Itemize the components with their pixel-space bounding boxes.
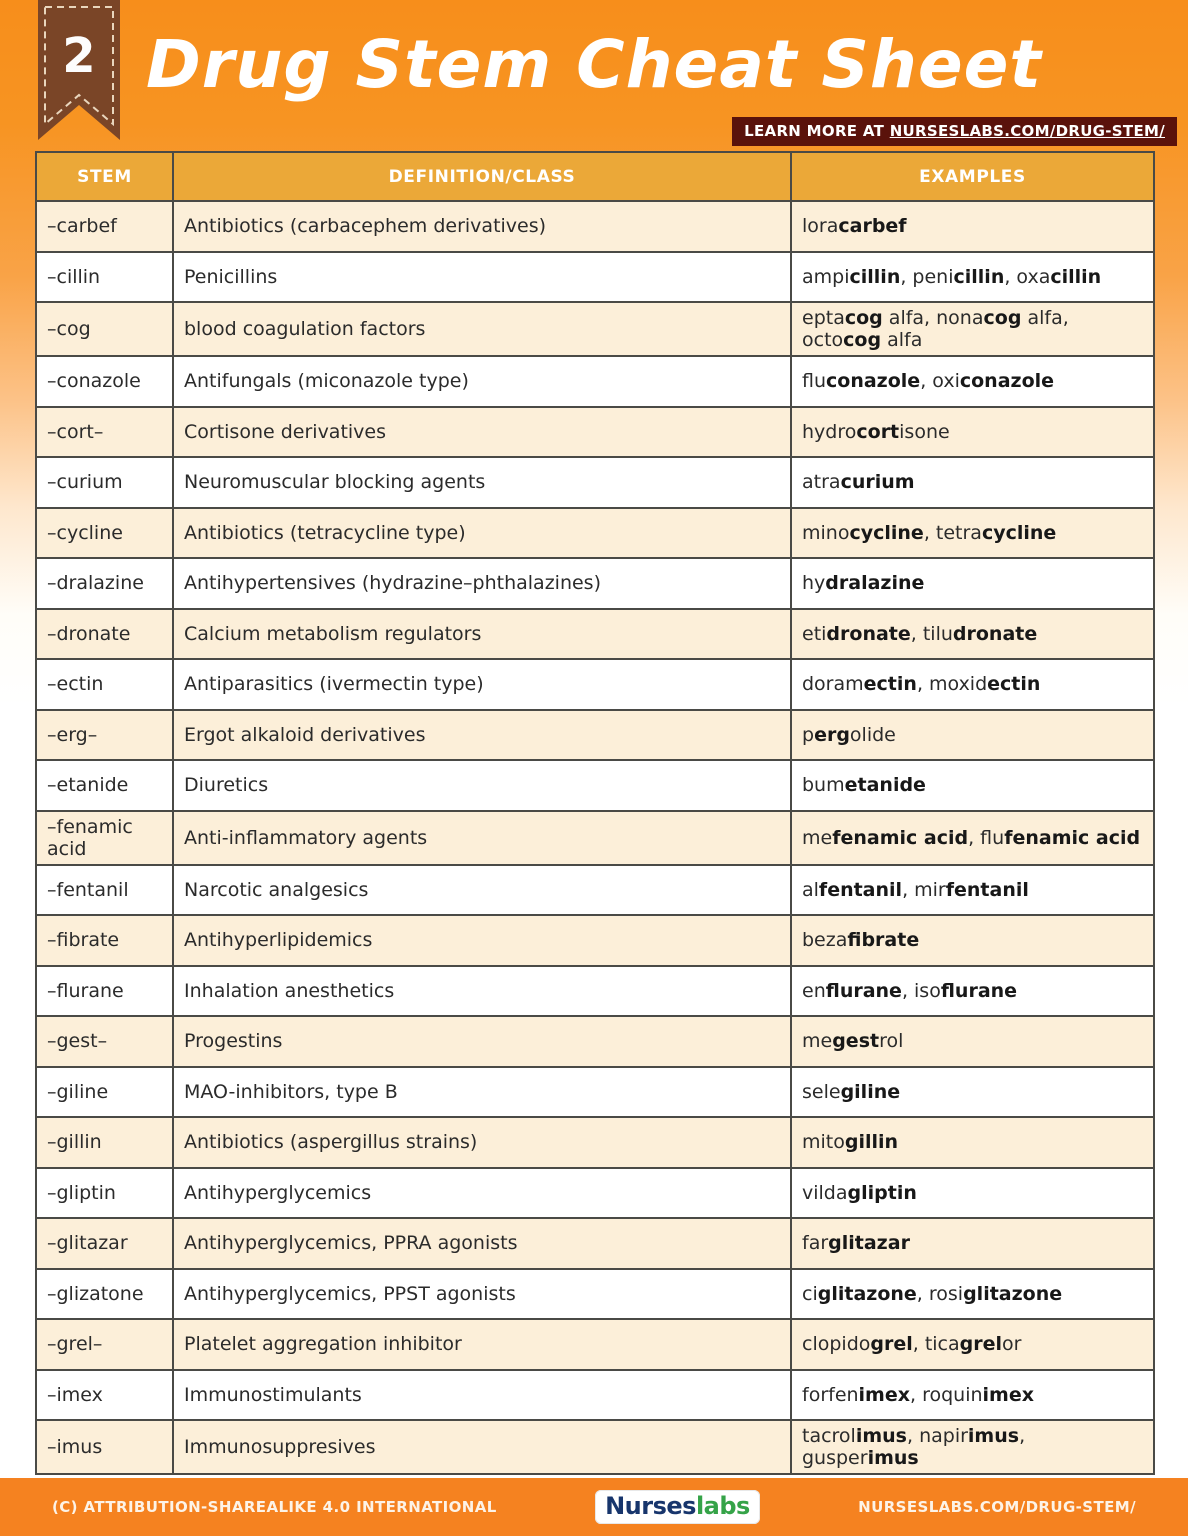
stem-cell: –ectin [36, 659, 173, 710]
definition-cell: Anti-inflammatory agents [173, 811, 791, 865]
stem-cell: –glizatone [36, 1269, 173, 1320]
examples-cell: loracarbef [791, 201, 1154, 252]
table-row [36, 865, 1154, 916]
logo-part-labs: labs [695, 1492, 750, 1520]
stem-cell: –dronate [36, 609, 173, 660]
examples-cell: vildagliptin [791, 1168, 1154, 1219]
examples-cell: pergolide [791, 710, 1154, 761]
examples-cell: alfentanil, mirfentanil [791, 865, 1154, 916]
definition-cell: Progestins [173, 1016, 791, 1067]
definition-cell: Antibiotics (tetracycline type) [173, 508, 791, 559]
stem-cell: –gliptin [36, 1168, 173, 1219]
examples-cell: bumetanide [791, 760, 1154, 811]
nurseslabs-logo [595, 1490, 760, 1524]
stem-cell: –conazole [36, 356, 173, 407]
table-row [36, 558, 1154, 609]
stem-cell: –carbef [36, 201, 173, 252]
table-row [36, 407, 1154, 458]
table-row [36, 252, 1154, 303]
stem-cell: –imex [36, 1370, 173, 1421]
table-header-row [36, 152, 1154, 201]
column-header-definition: DEFINITION/CLASS [173, 152, 791, 201]
column-header-stem: STEM [36, 152, 173, 201]
examples-cell: hydralazine [791, 558, 1154, 609]
stem-cell: –erg– [36, 710, 173, 761]
definition-cell: Penicillins [173, 252, 791, 303]
table-row [36, 356, 1154, 407]
stem-cell: –cog [36, 302, 173, 356]
examples-cell: etidronate, tiludronate [791, 609, 1154, 660]
definition-cell: Narcotic analgesics [173, 865, 791, 916]
stem-cell: –gest– [36, 1016, 173, 1067]
definition-cell: Neuromuscular blocking agents [173, 457, 791, 508]
definition-cell: Antihyperglycemics [173, 1168, 791, 1219]
drug-stem-table [35, 151, 1153, 1475]
definition-cell: Cortisone derivatives [173, 407, 791, 458]
table-row [36, 966, 1154, 1017]
table-row [36, 1420, 1154, 1474]
examples-cell: megestrol [791, 1016, 1154, 1067]
stem-cell: –giline [36, 1067, 173, 1118]
table-row [36, 1370, 1154, 1421]
table-row [36, 508, 1154, 559]
definition-cell: Antibiotics (aspergillus strains) [173, 1117, 791, 1168]
definition-cell: Antihyperlipidemics [173, 915, 791, 966]
examples-cell: minocycline, tetracycline [791, 508, 1154, 559]
table-row [36, 609, 1154, 660]
definition-cell: Antibiotics (carbacephem derivatives) [173, 201, 791, 252]
examples-cell: hydrocortisone [791, 407, 1154, 458]
definition-cell: Immunostimulants [173, 1370, 791, 1421]
footer-url[interactable]: NURSESLABS.COM/DRUG-STEM/ [858, 1498, 1136, 1516]
definition-cell: Ergot alkaloid derivatives [173, 710, 791, 761]
table-row [36, 1218, 1154, 1269]
stem-cell: –cycline [36, 508, 173, 559]
definition-cell: Antiparasitics (ivermectin type) [173, 659, 791, 710]
stem-cell: –grel– [36, 1319, 173, 1370]
page-title: Drug Stem Cheat Sheet [146, 26, 1042, 103]
stem-cell: –fentanil [36, 865, 173, 916]
definition-cell: Platelet aggregation inhibitor [173, 1319, 791, 1370]
footer-bar [0, 1478, 1188, 1536]
definition-cell: Immunosuppresives [173, 1420, 791, 1474]
examples-cell: mitogillin [791, 1117, 1154, 1168]
definition-cell: Diuretics [173, 760, 791, 811]
license-text: (C) ATTRIBUTION-SHAREALIKE 4.0 INTERNATIONAL [52, 1498, 497, 1516]
examples-cell: enflurane, isoflurane [791, 966, 1154, 1017]
page-number: 2 [62, 28, 96, 84]
table-row [36, 760, 1154, 811]
stem-cell: –etanide [36, 760, 173, 811]
examples-cell: selegiline [791, 1067, 1154, 1118]
definition-cell: blood coagulation factors [173, 302, 791, 356]
stem-cell: –imus [36, 1420, 173, 1474]
definition-cell: Antifungals (miconazole type) [173, 356, 791, 407]
table-row [36, 1067, 1154, 1118]
examples-cell: fluconazole, oxiconazole [791, 356, 1154, 407]
table-row [36, 811, 1154, 865]
examples-cell: eptacog alfa, nonacog alfa, octocog alfa [791, 302, 1154, 356]
definition-cell: MAO-inhibitors, type B [173, 1067, 791, 1118]
stem-cell: –fenamic acid [36, 811, 173, 865]
examples-cell: ampicillin, penicillin, oxacillin [791, 252, 1154, 303]
examples-cell: ciglitazone, rosiglitazone [791, 1269, 1154, 1320]
examples-cell: mefenamic acid, flufenamic acid [791, 811, 1154, 865]
stem-cell: –cort– [36, 407, 173, 458]
table-row [36, 1016, 1154, 1067]
table-row [36, 457, 1154, 508]
table-row [36, 1117, 1154, 1168]
examples-cell: forfenimex, roquinimex [791, 1370, 1154, 1421]
stem-cell: –fibrate [36, 915, 173, 966]
table-row [36, 915, 1154, 966]
column-header-examples: EXAMPLES [791, 152, 1154, 201]
definition-cell: Antihyperglycemics, PPRA agonists [173, 1218, 791, 1269]
table-row [36, 302, 1154, 356]
table-row [36, 1269, 1154, 1320]
stem-cell: –cillin [36, 252, 173, 303]
table-row [36, 1319, 1154, 1370]
learn-more-prefix: LEARN MORE AT [744, 122, 890, 140]
definition-cell: Antihypertensives (hydrazine–phthalazines) [173, 558, 791, 609]
learn-more-banner [732, 117, 1177, 146]
stem-cell: –dralazine [36, 558, 173, 609]
learn-more-link[interactable]: NURSESLABS.COM/DRUG-STEM/ [889, 122, 1165, 140]
examples-cell: atracurium [791, 457, 1154, 508]
definition-cell: Calcium metabolism regulators [173, 609, 791, 660]
table-row [36, 201, 1154, 252]
stem-cell: –flurane [36, 966, 173, 1017]
table-row [36, 710, 1154, 761]
definition-cell: Antihyperglycemics, PPST agonists [173, 1269, 791, 1320]
table-row [36, 1168, 1154, 1219]
examples-cell: clopidogrel, ticagrelor [791, 1319, 1154, 1370]
definition-cell: Inhalation anesthetics [173, 966, 791, 1017]
stem-cell: –curium [36, 457, 173, 508]
table-row [36, 659, 1154, 710]
examples-cell: tacrolimus, napirimus, gusperimus [791, 1420, 1154, 1474]
examples-cell: farglitazar [791, 1218, 1154, 1269]
examples-cell: bezafibrate [791, 915, 1154, 966]
logo-part-nurses: Nurses [605, 1492, 696, 1520]
stem-cell: –gillin [36, 1117, 173, 1168]
stem-cell: –glitazar [36, 1218, 173, 1269]
examples-cell: doramectin, moxidectin [791, 659, 1154, 710]
